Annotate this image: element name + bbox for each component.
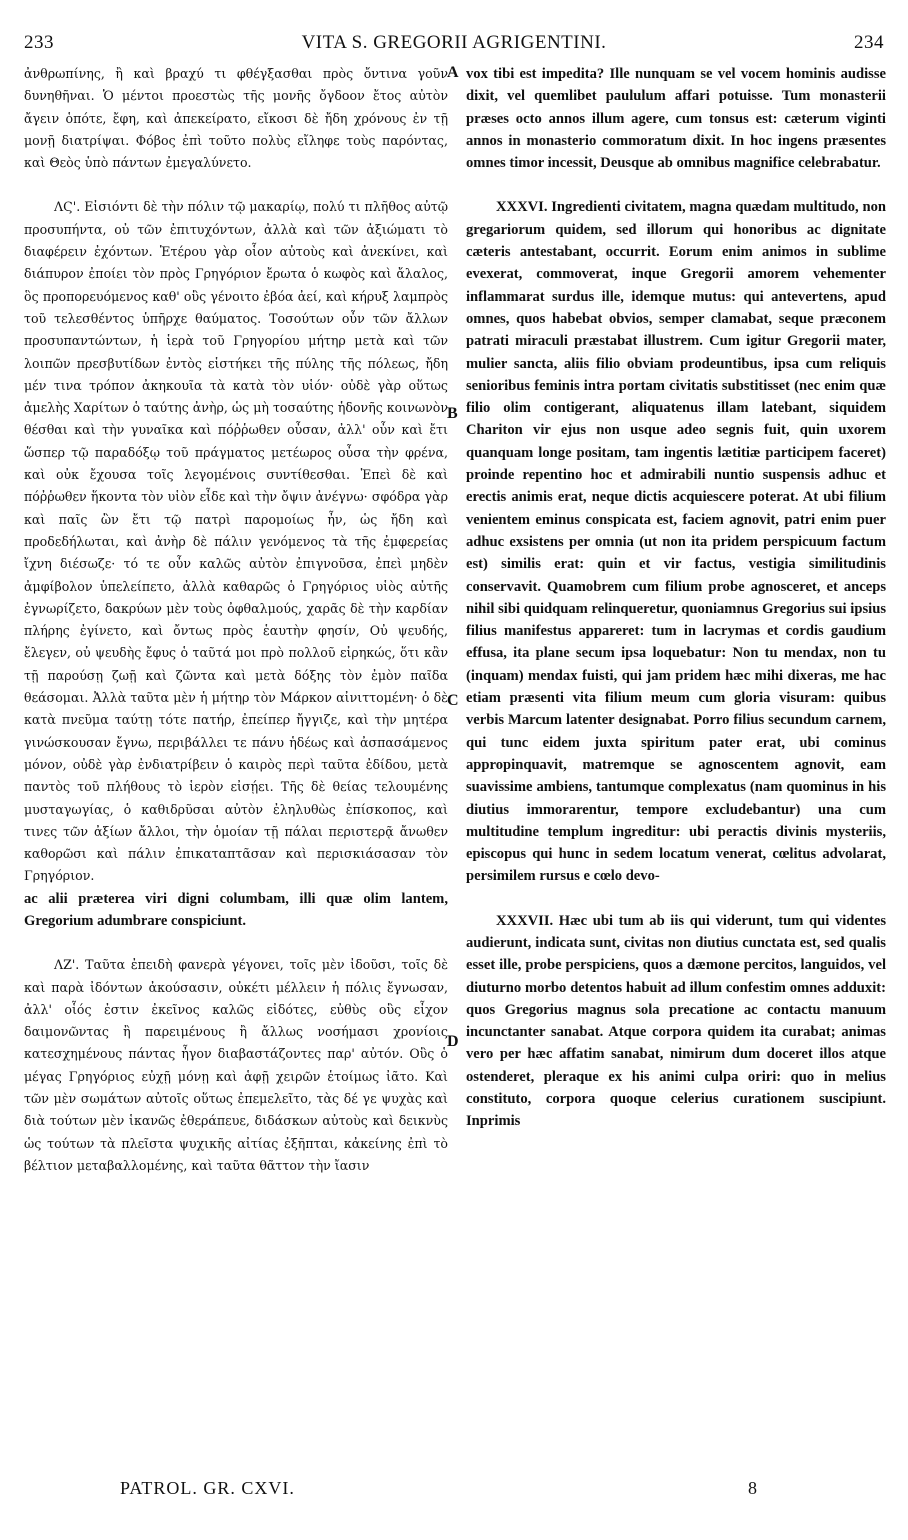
margin-marker-b: B <box>447 405 458 422</box>
latin-paragraph-1: vox tibi est impedita? Ille nunquam se vel vocem hominis audisse dixit, vel quemlibet paululum affari potuisse. Tum monasterii præses octo annos illum agere, cum tonsus est: cæterum viginti annos in monasterio commoratum dixit. In hoc ingens præsentes omnes timor incessit, Deusque ab omnibus magnifice celebrabatur. <box>466 66 886 172</box>
footer-series: PATROL. GR. CXVI. <box>120 1478 295 1498</box>
greek-column <box>24 63 448 1177</box>
greek-paragraph-37: ΛΖ'. Ταῦτα ἐπειδὴ φανερὰ γέγονει, τοῖς μὲν ἰδοῦσι, τοῖς δὲ καὶ παρὰ ἰδόντων ἀκούσασιν, οὐκέτι μέλλειν ἡ πόλις ἔγνωσαν, ἀλλ' οἷός ἐστιν ἐκεῖνος καλῶς εἰδότες, εὐθὺς οὓς εἶχον δαιμονῶντας ἢ παρειμένους ἢ ἄλλως νοσήμασι χρονίοις κατεσχημένους πάντας ἦγον διαβαστάζοντες παρ' αὐτόν. Οὓς ὁ μέγας Γρηγόριος εὐχῇ μόνῃ καὶ ἁφῇ χειρῶν ἑτοίμως ἰᾶτο. Καὶ τῶν μὲν σωμάτων αὐτοῖς οὕτως ἐπεμελεῖτο, τὰς δέ γε ψυχὰς καὶ διὰ τούτων μὲν ἱκανῶς ἐθεράπευε, διδάσκων αὐτοὺς καὶ δεικνὺς ὡς τούτων τὰ πλεῖστα ψυχικῆς αἰτίας ἐξῆπται, κἀκείνης ἐπὶ τὸ βέλτιον μεταβαλλομένης, καὶ ταῦτα θᾶττον τὴν ἴασιν <box>24 957 448 1173</box>
greek-paragraph-36-tail: ac alii præterea viri digni columbam, illi quæ olim lantem, Gregorium adumbrare conspiciunt. <box>24 890 448 929</box>
margin-marker-a: A <box>447 64 459 81</box>
page-number-right: 234 <box>854 32 884 53</box>
latin-paragraph-36: XXXVI. Ingredienti civitatem, magna quædam multitudo, non gregariorum quidem, sed illorum qui honoribus ac dignitate cæteris antestabant, occurrit. Eorum enim animos in sublime evexerat, commoverat, inque Gregorii amorem vehementer inflammarat surdus ille, idemque mutus: qui antevertens, apud omnes, quos habebat obvios, semper clamabat, seque præconem patrati miraculi præstabat illustrem. Cum igitur Gregorii mater, mulier sancta, aliis filio obviam prodeuntibus, ipsa cum reliquis senioribus feminis intra portam civitatis substitisset (nec enim quæ filio olim contigerant, aliquatenus illam latebant, siquidem Chariton vir ejus non usque adeo segnis fuit, quin uxorem quanquam longe positam, tam ingentis lætitiæ participem faceret) proinde repentino hoc et admirabili nuntio suspensis adhuc et erectis animis erat, neque dictis acquiescere poterat. At ubi filium venientem eminus conspicata est, faciem agnovit, patri enim puer adhuc exsistens per omnia (ut non ita pridem perspicuum factum est) similis erat: quin et vir factus, vestigia similitudinis conservavit. Quamobrem cum filium probe agnosceret, et anceps nihil sibi quidquam relinqueretur, quoniamnus Gregorius sui ipsius filius manifestus appareret: tum in lacrymas et cordis gaudium effusa, ita plane secum ipsa loquebatur: Non tu mendax, non tu (inquam) mendax fuisti, qui jam pridem hæc mihi dixeras, me hac etiam præsenti vita filium meum cum gloria visuram: quibus verbis Marcum latenter designabat. Porro filius secundum carnem, qui tunc eidem juxta spiritum pater erat, ubi cominus appropinquavit, matremque se agnoscentem agnovit, eam suavissime ambiens, tantumque complexatus (nam quominus in his diutius immorarentur, tempore excludebantur) una cum multitudine templum ingreditur: ubi peractis divinis mysteriis, episcopus qui hunc in sedem locatum venerat, cœlitus advolarat, persimilem rursus e cœlo devo- <box>466 199 886 885</box>
greek-paragraph-36: ΛϚ'. Εἰσιόντι δὲ τὴν πόλιν τῷ μακαρίῳ, πολύ τι πλῆθος αὐτῷ προσυπήντα, οὐ τῶν ἐπιτυχόντων, ἀλλὰ καὶ τῶν ἀξιώματι τὸ διαφέρειν ἐχόντων. Ἑτέρου γὰρ οἷον αὐτοὺς καὶ ἀνεκίνει, καὶ διάπυρον ἐποίει τὸν πρὸς Γρηγόριον ἔρωτα ὁ κωφὸς καὶ ἄλαλος, ὃς προπορευόμενος καθ' οὓς γένοιτο ἐβόα ἀεί, καὶ κήρυξ λαμπρὸς τοῦ τελεσθέντος ὑπῆρχε θαύματος. Τοσούτων οὖν τῶν ἄλλων προσυπαντώντων, ἡ ἱερὰ τοῦ Γρηγορίου μήτηρ μετὰ καὶ τῶν λοιπῶν πρεσβυτίδων ἐντὸς εἱστήκει τῆς πύλης τῆς πόλεως, ἤδη μέν τινα τρόπον ἀκηκουῖα τὰ κατὰ τὸν υἱόν· οὐδὲ γὰρ οὕτως ἀμελὴς Χαρίτων ὁ ταύτης ἀνὴρ, ὡς μὴ τοσαύτης ἡδονῆς κοινωνὸν θέσθαι καὶ τὴν γυναῖκα καὶ πόῤῥωθεν οὖσαν, ἀλλ' οὖν καὶ ἔτι ὥσπερ τῷ παραδόξῳ τοῦ πράγματος μετέωρος οὖσα τὴν φρένα, καὶ οὐκ ἔχουσα τοῖς λεγομένοις συντίθεσθαι. Ἐπεὶ δὲ καὶ πόῤῥωθεν ἥκοντα τὸν υἱὸν εἶδε καὶ τὴν ὄψιν ἀνέγνω· σφόδρα γὰρ καὶ παῖς ὢν ἔτι τῷ πατρὶ παρομοίως ἦν, ὡς ἤδη καὶ προδεδήλωται, καὶ ἀνὴρ δὲ πάλιν γενόμενος τὰ τῆς ἐμφερείας ἴχνη διέσωζε· τό τε οὖν καλῶς αὐτὸν ἐπιγνοῦσα, ἐπεὶ μηδὲν ἀμφίβολον ὑπελείπετο, ἀλλὰ καθαρῶς ὁ Γρηγόριος υἱὸς αὐτῆς ἐγνωρίζετο, δακρύων μὲν τοὺς ὀφθαλμούς, χαρᾶς δὲ τὴν καρδίαν πλήρης ἐγίνετο, καὶ ὄντως πρὸς ἑαυτὴν φησίν, Οὐ ψευδής, ἔλεγεν, οὐ ψευδὴς ἔφυς ὁ ταῦτά μοι πρὸ πολλοῦ εἰρηκώς, ὅτι κἂν τῇ παρούσῃ ζωῇ καὶ ζῶντα καὶ μετὰ δόξης τὸν ἐμὸν παῖδα θεάσομαι. Ἀλλὰ ταῦτα μὲν ἡ μήτηρ τὸν Μάρκον αἰνιττομένη· ὁ δὲ κατὰ πνεῦμα ταύτῃ τότε πατήρ, ἐπείπερ ἤγγιζε, καὶ τὴν μητέρα γινώσκουσαν ἔγνω, περιβάλλει τε πάνυ ἡδέως καὶ ἀσπασάμενος μόνον, οὐδὲ γὰρ ἐνδιατρίβειν ὁ καιρὸς περὶ ταῦτα ἐδίδου, μετὰ παντὸς τοῦ πλήθους τὸ ἱερὸν εἰσῄει. Τῆς δὲ θείας τελουμένης μυσταγωγίας, ὁ καθιδρῦσαι αὐτὸν ἐληλυθὼς ἐπίσκοπος, καὶ τινες τῶν ἀξίων ἄλλοι, τὴν ὁμοίαν τῇ πάλαι περιστερᾷ ἄνωθεν καθορῶσι καὶ πάλιν ἐπικαταπτᾶσαν καὶ περισκιάσασαν τὸν Γρηγόριον. <box>24 199 449 884</box>
latin-paragraph-37: XXXVII. Hæc ubi tum ab iis qui viderunt, tum qui videntes audierunt, indicata sunt, civitas non diutius cunctata est, sed qualis esset ille, probe perspiciens, quos a dæmone percitos, languidos, vel diuturno morbo detentos habuit ad illum confestim omnes adduxit: quos Gregorius magnus sola precatione ac contactu manuum incunctanter sanabat. Atque corpora quidem ita curabat; animas vero per hæc affatim sanabat, nimirum dum doceret illos atque ostenderet, pleraque ex his animi culpa oriri: quo in melius constituto, corpora quoque celerius curationem suscipiunt. Inprimis <box>466 912 886 1130</box>
margin-marker-c: C <box>447 692 459 709</box>
greek-paragraph-1: ἀνθρωπίνης, ἢ καὶ βραχύ τι φθέγξασθαι πρὸς ὄντινα γοῦν δυνηθῆναι. Ὁ μέντοι προεστὼς τῆς μονῆς ὄγδοον ἔτος αὐτὸν ἄγειν ὁπότε, ἔφη, καὶ ἀπεκείρατο, εἴκοσι δὲ ἤδη χρόνους ἐν τῇ μονῇ διατρίψαι. Φόβος ἐπὶ τοῦτο πολὺς εἴληφε τοὺς παρόντας, καὶ Θεὸς ὑπὸ πάντων ἐμεγαλύνετο. <box>24 66 448 171</box>
page-number-left: 233 <box>24 32 54 53</box>
page-header <box>24 32 884 58</box>
margin-marker-d: D <box>447 1033 459 1050</box>
footer-signature: 8 <box>748 1478 758 1498</box>
running-title: VITA S. GREGORII AGRIGENTINI. <box>301 32 607 53</box>
latin-column <box>466 63 886 1133</box>
